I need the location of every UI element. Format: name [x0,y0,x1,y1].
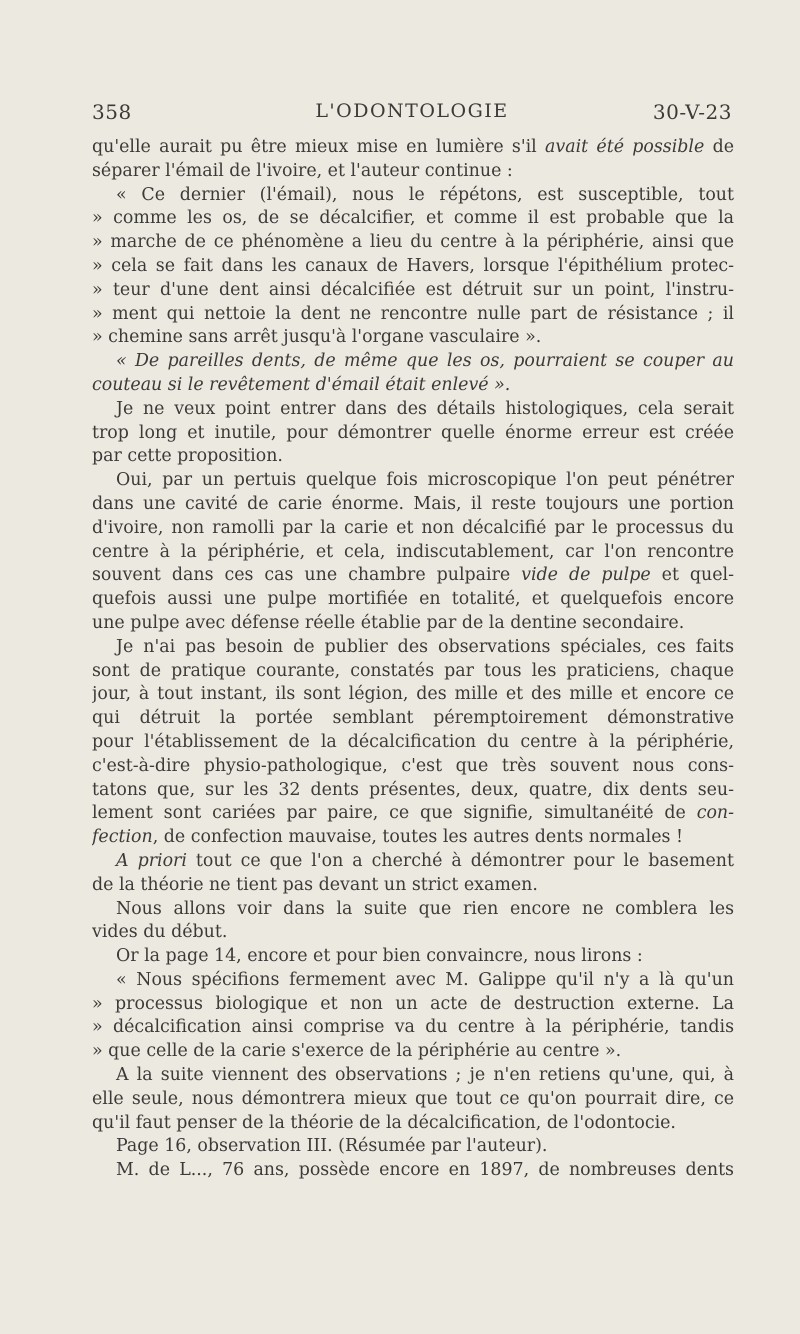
text-line: » teur d'une dent ainsi décalcifiée est détruit sur un point, l'instru- [92,279,734,300]
text-line: « Ce dernier (l'émail), nous le répétons, est susceptible, tout [116,184,734,205]
text-line: M. de L..., 76 ans, possède encore en 1897, de nombreuses dents [116,1160,734,1181]
running-title: L'ODONTOLOGIE [315,100,509,122]
text-line: qu'il faut penser de la théorie de la décalcification, de l'odontocie. [92,1112,676,1133]
text-line: c'est-à-dire physio-pathologique, c'est que très souvent nous cons- [92,755,734,776]
text-line: jour, à tout instant, ils sont légion, des mille et des mille et encore ce [92,684,734,705]
text-line: par cette proposition. [92,446,283,467]
text-line: » chemine sans arrêt jusqu'à l'organe vasculaire ». [92,327,542,348]
text-line: trop long et inutile, pour démontrer quelle énorme erreur est créée [92,422,734,443]
text-line: qui détruit la portée semblant péremptoirement démonstrative [92,708,734,729]
text-line: centre à la périphérie, et cela, indiscutablement, car l'on rencontre [92,541,734,562]
text-line: quefois aussi une pulpe mortifiée en totalité, et quelquefois encore [92,589,734,610]
text-line: Page 16, observation III. (Résumée par l'auteur). [116,1136,548,1157]
text-line: séparer l'émail de l'ivoire, et l'auteur continue : [92,160,513,181]
text-line: d'ivoire, non ramolli par la carie et non décalcifié par le processus du [92,517,734,538]
text-line: » que celle de la carie s'exerce de la périphérie au centre ». [92,1041,622,1062]
text-line: couteau si le revêtement d'émail était enlevé ». [92,374,511,395]
text-line: pour l'établissement de la décalcification du centre à la périphérie, [92,731,734,752]
running-header [92,100,732,130]
text-line: dans une cavité de carie énorme. Mais, il reste toujours une portion [92,493,734,514]
text-line: » cela se fait dans les canaux de Havers, lorsque l'épithélium protec- [92,255,734,276]
text-line: Je n'ai pas besoin de publier des observations spéciales, ces faits [116,636,734,657]
text-line: une pulpe avec défense réelle établie par de la dentine secondaire. [92,612,685,633]
text-line: lement sont cariées par paire, ce que signifie, simultanéité de con- [92,803,734,824]
text-line: souvent dans ces cas une chambre pulpaire vide de pulpe et quel- [92,565,734,586]
issue-date: 30-V-23 [652,100,732,124]
text-line: » ment qui nettoie la dent ne rencontre nulle part de résistance ; il [92,303,734,324]
page-number: 358 [92,100,132,124]
text-line: « Nous spécifions fermement avec M. Galippe qu'il n'y a là qu'un [116,969,734,990]
body-text [92,136,734,1183]
text-line: Nous allons voir dans la suite que rien encore ne comblera les [116,898,734,919]
text-line: qu'elle aurait pu être mieux mise en lumière s'il avait été possible de [92,137,734,157]
text-line: sont de pratique courante, constatés par tous les praticiens, chaque [92,660,734,681]
text-line: vides du début. [92,922,228,943]
text-line: » processus biologique et non un acte de destruction externe. La [92,993,734,1014]
text-line: Je ne veux point entrer dans des détails histologiques, cela serait [116,398,734,419]
text-line: Or la page 14, encore et pour bien convaincre, nous lirons : [116,946,643,967]
text-line: » décalcification ainsi comprise va du centre à la périphérie, tandis [92,1017,734,1038]
text-line: tatons que, sur les 32 dents présentes, deux, quatre, dix dents seu- [92,779,734,800]
text-line: elle seule, nous démontrera mieux que tout ce qu'on pourrait dire, ce [92,1088,734,1109]
text-line: A priori tout ce que l'on a cherché à démontrer pour le basement [116,850,734,871]
text-line: » comme les os, de se décalcifier, et comme il est probable que la [92,208,734,229]
text-line: de la théorie ne tient pas devant un strict examen. [92,874,538,895]
text-line: A la suite viennent des observations ; je n'en retiens qu'une, qui, à [116,1065,734,1086]
text-line: fection, de confection mauvaise, toutes les autres dents normales ! [92,827,683,848]
text-line: « De pareilles dents, de même que les os, pourraient se couper au [116,351,734,372]
text-line: » marche de ce phénomène a lieu du centre à la périphérie, ainsi que [92,232,734,253]
text-line: Oui, par un pertuis quelque fois microscopique l'on peut pénétrer [116,470,734,491]
